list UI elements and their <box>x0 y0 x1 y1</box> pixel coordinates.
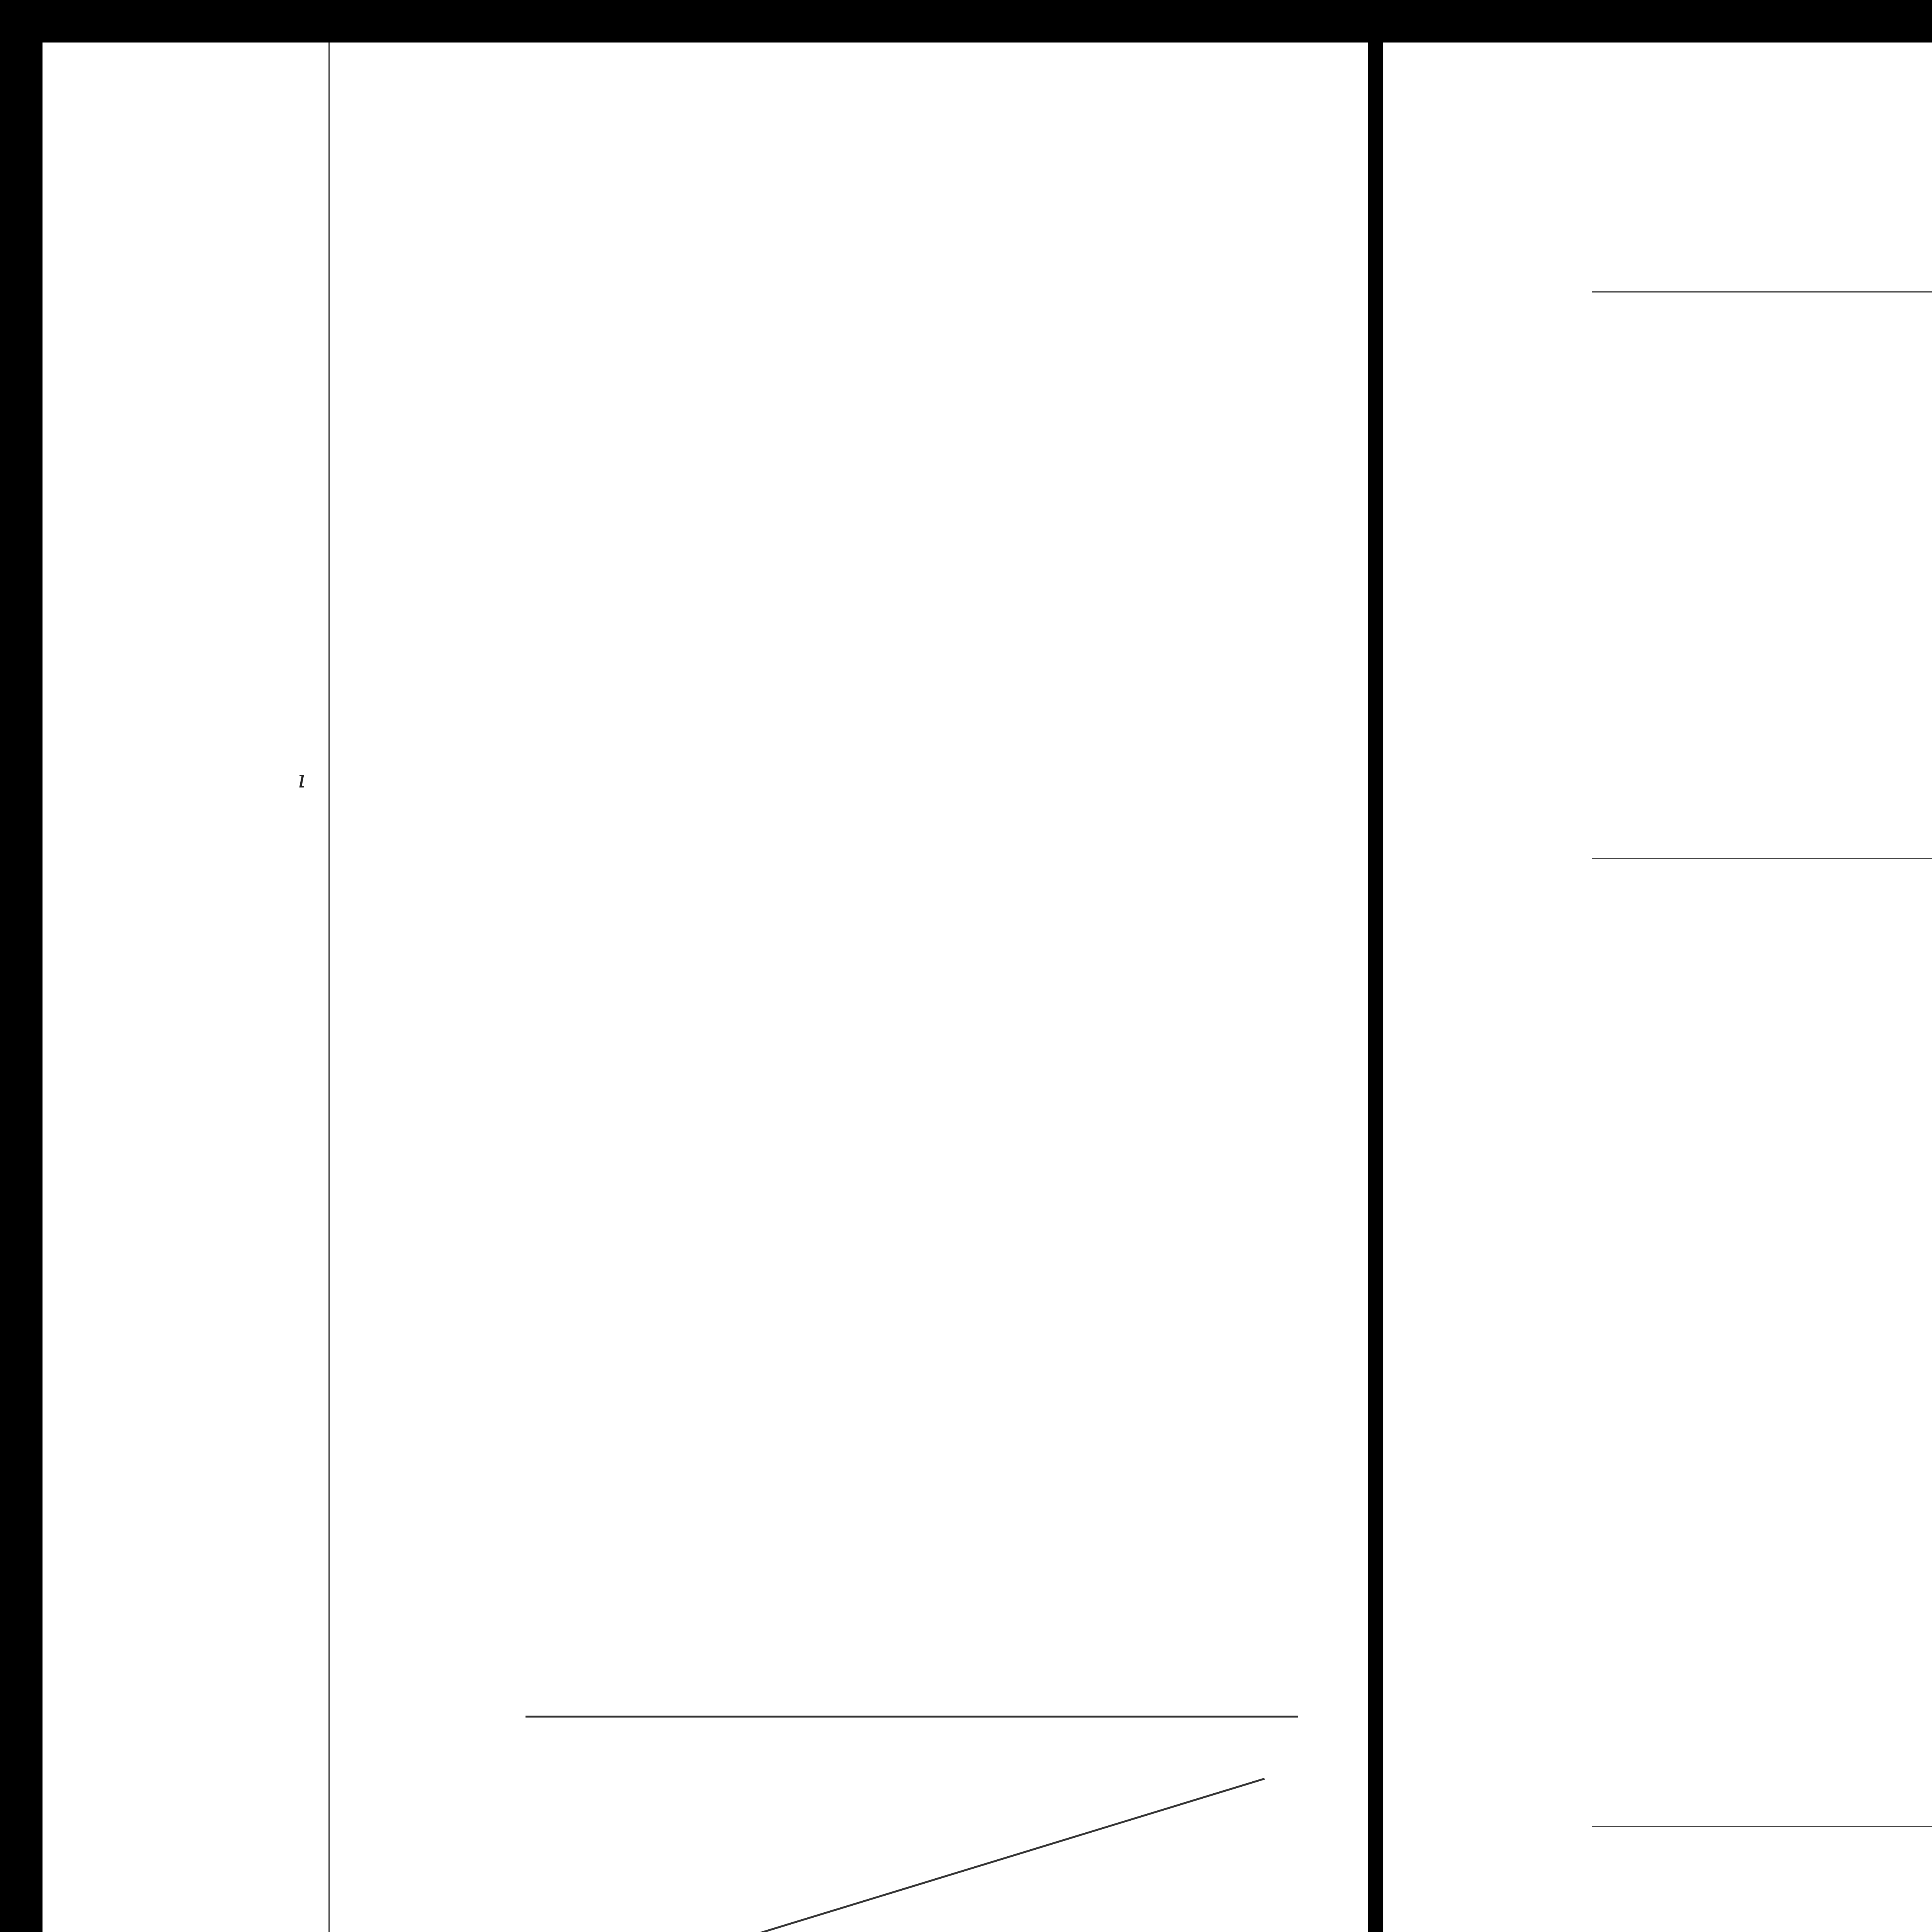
separate-charge-row <box>1596 1426 1932 1436</box>
separate-list <box>1596 974 1932 1019</box>
rate-total-row <box>1770 571 1932 583</box>
rate-table-dunfanaghy <box>1770 533 1932 583</box>
rate-row <box>1770 614 1932 626</box>
table-bottom-rule <box>1592 858 1932 859</box>
rate-row <box>1770 556 1932 568</box>
rate-row <box>1770 626 1932 638</box>
rate-row <box>1770 475 1932 487</box>
separate-list <box>1596 1233 1932 1248</box>
separate-charge-row <box>1596 989 1932 999</box>
rate-row <box>1770 533 1932 545</box>
rate-row <box>1770 381 1932 392</box>
rate-total-row <box>1770 733 1932 745</box>
rate-total-row <box>1770 490 1932 502</box>
separate-list <box>1596 1291 1932 1336</box>
separate-charge-row <box>1596 1109 1932 1119</box>
separate-charge-row <box>1596 1688 1932 1699</box>
rate-total-row <box>1770 418 1932 430</box>
separate-charge-row <box>1596 1441 1932 1451</box>
rate-row <box>1770 719 1932 730</box>
rate-table-glenties <box>1770 614 1932 664</box>
separate-charge-row <box>1596 1291 1932 1301</box>
separate-charge-row <box>1596 1004 1932 1014</box>
right-page <box>1383 43 1932 1932</box>
rate-row <box>1770 464 1932 475</box>
separate-charge-row <box>1596 1456 1932 1466</box>
separate-charge-row <box>1596 1321 1932 1331</box>
separate-charge-row <box>1596 1703 1932 1714</box>
rate-row <box>1770 545 1932 556</box>
separate-charge-row <box>1596 1139 1932 1149</box>
closing-rule <box>1592 1826 1932 1827</box>
separate-list <box>1596 1673 1932 1733</box>
separate-charge-row <box>1596 1718 1932 1729</box>
rate-row <box>1770 392 1932 404</box>
separate-charge-row <box>1596 1233 1932 1243</box>
rate-total-row <box>1770 652 1932 664</box>
separate-charge-row <box>1596 1124 1932 1134</box>
separate-charge-row <box>1596 1501 1932 1512</box>
rate-row <box>1770 638 1932 649</box>
rate-table-donegal <box>1770 452 1932 502</box>
separate-list <box>1596 1426 1932 1516</box>
cancel-stroke <box>355 1778 1265 1932</box>
margin-tick: ı <box>298 765 306 794</box>
rate-table-inishowen <box>1770 696 1932 745</box>
rate-row <box>1770 707 1932 719</box>
rate-row <box>1770 404 1932 415</box>
separate-list <box>1596 1094 1932 1154</box>
separate-charge-row <box>1596 1306 1932 1316</box>
separate-charge-row <box>1596 1471 1932 1481</box>
separate-col-heads <box>1596 931 1932 942</box>
rate-table-ballyshannon <box>1770 381 1932 430</box>
rate-row <box>1770 452 1932 464</box>
separate-charge-row <box>1596 1673 1932 1684</box>
table-top-rule <box>1592 291 1932 293</box>
closing-stroke <box>526 1716 1298 1718</box>
margin-rule <box>328 43 330 1932</box>
separate-charge-row <box>1596 974 1932 984</box>
left-page <box>43 43 1368 1932</box>
separate-charge-row <box>1596 1094 1932 1104</box>
separate-charge-row <box>1596 1486 1932 1497</box>
rate-row <box>1770 696 1932 707</box>
